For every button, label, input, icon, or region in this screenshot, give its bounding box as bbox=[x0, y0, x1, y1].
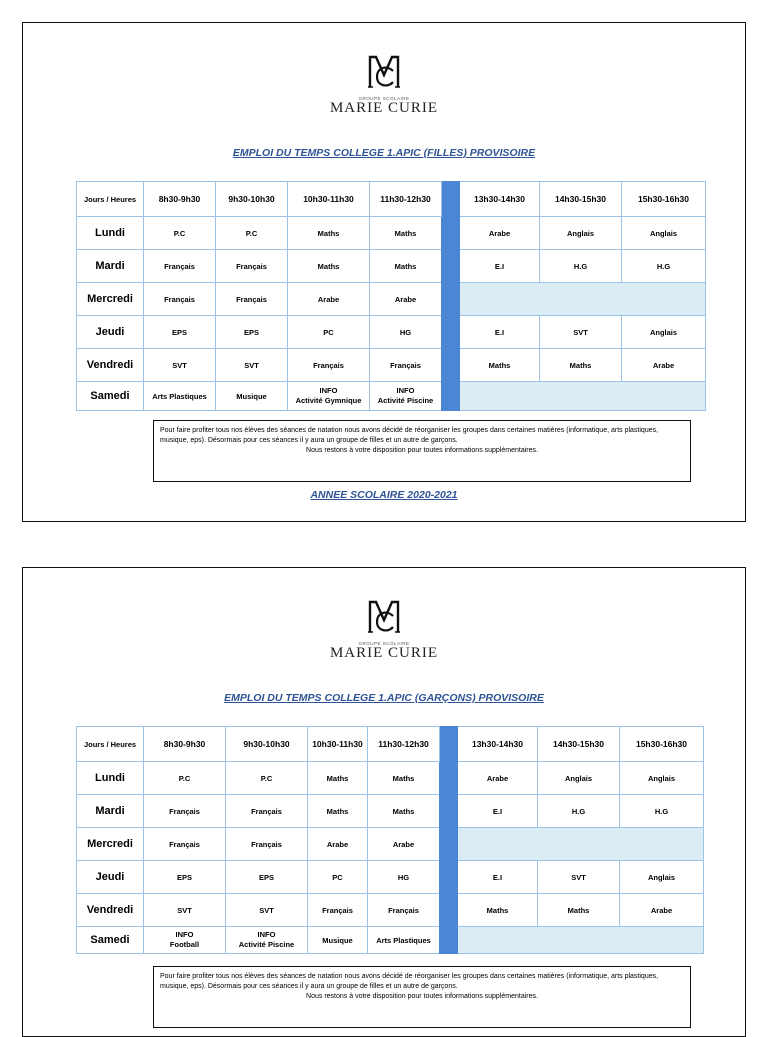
cell: Arabe bbox=[622, 349, 706, 382]
time-header: 10h30-11h30 bbox=[288, 182, 370, 217]
notice-text: Pour faire profiter tous nos élèves des séances de natation nous avons décidé de réorganiser les groupes dans certaines matières (informatique, arts plastiques, musique, eps). Désormais pour ces séances il y aura un groupe de filles et un autre de garçons. bbox=[160, 973, 659, 990]
cell: Maths bbox=[288, 217, 370, 250]
table-row bbox=[77, 217, 706, 250]
cell: INFO Football bbox=[144, 927, 226, 954]
school-caption: GROUPE SCOLAIRE bbox=[358, 641, 410, 646]
day-label: Vendredi bbox=[77, 894, 144, 927]
school-name: MARIE CURIE bbox=[329, 645, 439, 661]
cell: Maths bbox=[308, 762, 368, 795]
cell: Français bbox=[144, 828, 226, 861]
cell: Maths bbox=[308, 795, 368, 828]
cell: SVT bbox=[226, 894, 308, 927]
cell: Arabe bbox=[458, 762, 538, 795]
cell: Musique bbox=[216, 382, 288, 411]
cell: Anglais bbox=[620, 762, 704, 795]
cell: EPS bbox=[216, 316, 288, 349]
notice-box bbox=[153, 420, 691, 482]
sheet-title: EMPLOI DU TEMPS COLLEGE 1.APIC (GARÇONS) PROVISOIRE bbox=[224, 692, 544, 704]
cell: Arabe bbox=[288, 283, 370, 316]
header-corner: Jours / Heures bbox=[77, 182, 144, 217]
table-row bbox=[77, 316, 706, 349]
cell: SVT bbox=[540, 316, 622, 349]
notice-text: Pour faire profiter tous nos élèves des séances de natation nous avons décidé de réorganiser les groupes dans certaines matières (informatique, arts plastiques, musique, eps). Désormais pour ces séances il y aura un groupe de filles et un autre de garçons. bbox=[160, 427, 659, 444]
mc-monogram-icon bbox=[367, 598, 401, 636]
cell: Français bbox=[308, 894, 368, 927]
cell: INFO Activité Piscine bbox=[370, 382, 442, 411]
school-year: ANNEE SCOLAIRE 2020-2021 bbox=[310, 489, 458, 501]
table-row bbox=[77, 861, 704, 894]
cell: Maths bbox=[370, 250, 442, 283]
cell: SVT bbox=[144, 349, 216, 382]
day-label: Lundi bbox=[77, 217, 144, 250]
cell: Arts Plastiques bbox=[368, 927, 440, 954]
time-header: 11h30-12h30 bbox=[368, 727, 440, 762]
timetable-sheet-girls bbox=[22, 22, 746, 522]
cell: Maths bbox=[460, 349, 540, 382]
day-label: Mercredi bbox=[77, 283, 144, 316]
cell: H.G bbox=[540, 250, 622, 283]
cell: Maths bbox=[288, 250, 370, 283]
cell: Français bbox=[216, 250, 288, 283]
free-afternoon bbox=[460, 382, 706, 411]
table-row bbox=[77, 762, 704, 795]
time-header: 14h30-15h30 bbox=[540, 182, 622, 217]
cell: Musique bbox=[308, 927, 368, 954]
cell: Arabe bbox=[370, 283, 442, 316]
day-label: Vendredi bbox=[77, 349, 144, 382]
table-row bbox=[77, 382, 706, 411]
cell: Arabe bbox=[620, 894, 704, 927]
day-label: Samedi bbox=[77, 927, 144, 954]
cell: Français bbox=[226, 828, 308, 861]
cell: Arts Plastiques bbox=[144, 382, 216, 411]
cell: INFO Activité Gymnique bbox=[288, 382, 370, 411]
cell: Anglais bbox=[538, 762, 620, 795]
table-row bbox=[77, 894, 704, 927]
time-header: 8h30-9h30 bbox=[144, 727, 226, 762]
free-afternoon bbox=[458, 828, 704, 861]
time-header: 11h30-12h30 bbox=[370, 182, 442, 217]
cell: P.C bbox=[226, 762, 308, 795]
time-header: 9h30-10h30 bbox=[216, 182, 288, 217]
school-caption: GROUPE SCOLAIRE bbox=[358, 96, 410, 101]
time-header: 8h30-9h30 bbox=[144, 182, 216, 217]
notice-box bbox=[153, 966, 691, 1028]
time-header: 9h30-10h30 bbox=[226, 727, 308, 762]
time-header: 15h30-16h30 bbox=[620, 727, 704, 762]
day-label: Mercredi bbox=[77, 828, 144, 861]
cell: Français bbox=[368, 894, 440, 927]
cell: Anglais bbox=[622, 217, 706, 250]
cell: PC bbox=[308, 861, 368, 894]
cell: EPS bbox=[144, 861, 226, 894]
cell: Anglais bbox=[620, 861, 704, 894]
time-header: 13h30-14h30 bbox=[460, 182, 540, 217]
cell: EPS bbox=[226, 861, 308, 894]
time-header: 10h30-11h30 bbox=[308, 727, 368, 762]
cell: H.G bbox=[620, 795, 704, 828]
cell: SVT bbox=[144, 894, 226, 927]
timetable bbox=[76, 726, 704, 954]
cell: Français bbox=[144, 250, 216, 283]
mc-monogram-icon bbox=[367, 53, 401, 91]
cell: Arabe bbox=[460, 217, 540, 250]
cell: Français bbox=[288, 349, 370, 382]
cell: Français bbox=[370, 349, 442, 382]
cell: PC bbox=[288, 316, 370, 349]
table-row bbox=[77, 283, 706, 316]
cell: HG bbox=[370, 316, 442, 349]
day-label: Samedi bbox=[77, 382, 144, 411]
cell: Arabe bbox=[368, 828, 440, 861]
cell: Maths bbox=[540, 349, 622, 382]
table-row bbox=[77, 349, 706, 382]
header-corner: Jours / Heures bbox=[77, 727, 144, 762]
cell: HG bbox=[368, 861, 440, 894]
cell: E.I bbox=[458, 795, 538, 828]
time-header: 14h30-15h30 bbox=[538, 727, 620, 762]
sheet-title: EMPLOI DU TEMPS COLLEGE 1.APIC (FILLES) PROVISOIRE bbox=[232, 147, 536, 159]
cell: P.C bbox=[216, 217, 288, 250]
cell: EPS bbox=[144, 316, 216, 349]
cell: E.I bbox=[458, 861, 538, 894]
table-row bbox=[77, 250, 706, 283]
table-row bbox=[77, 795, 704, 828]
day-label: Mardi bbox=[77, 250, 144, 283]
cell: Français bbox=[226, 795, 308, 828]
day-label: Lundi bbox=[77, 762, 144, 795]
day-label: Mardi bbox=[77, 795, 144, 828]
free-afternoon bbox=[460, 283, 706, 316]
cell: INFO Activité Piscine bbox=[226, 927, 308, 954]
cell: Français bbox=[216, 283, 288, 316]
cell: E.I bbox=[460, 250, 540, 283]
header-row bbox=[77, 182, 706, 217]
cell: Maths bbox=[368, 762, 440, 795]
time-header: 15h30-16h30 bbox=[622, 182, 706, 217]
cell: P.C bbox=[144, 217, 216, 250]
notice-contact: Nous restons à votre disposition pour toutes informations supplémentaires. bbox=[306, 447, 538, 454]
cell: SVT bbox=[538, 861, 620, 894]
day-label: Jeudi bbox=[77, 861, 144, 894]
cell: SVT bbox=[216, 349, 288, 382]
lunch-break-bar bbox=[442, 182, 460, 411]
free-afternoon bbox=[458, 927, 704, 954]
timetable-sheet-boys bbox=[22, 567, 746, 1037]
cell: Maths bbox=[458, 894, 538, 927]
cell: H.G bbox=[538, 795, 620, 828]
header-row bbox=[77, 727, 704, 762]
cell: P.C bbox=[144, 762, 226, 795]
cell: Maths bbox=[538, 894, 620, 927]
cell: H.G bbox=[622, 250, 706, 283]
timetable bbox=[76, 181, 706, 411]
cell: Maths bbox=[368, 795, 440, 828]
school-logo bbox=[23, 53, 745, 117]
cell: Anglais bbox=[622, 316, 706, 349]
table-row bbox=[77, 828, 704, 861]
notice-contact: Nous restons à votre disposition pour toutes informations supplémentaires. bbox=[306, 993, 538, 1000]
cell: Arabe bbox=[308, 828, 368, 861]
cell: Maths bbox=[370, 217, 442, 250]
cell: E.I bbox=[460, 316, 540, 349]
time-header: 13h30-14h30 bbox=[458, 727, 538, 762]
school-name: MARIE CURIE bbox=[329, 100, 439, 116]
school-logo bbox=[23, 598, 745, 662]
lunch-break-bar bbox=[440, 727, 458, 954]
cell: Anglais bbox=[540, 217, 622, 250]
cell: Français bbox=[144, 795, 226, 828]
day-label: Jeudi bbox=[77, 316, 144, 349]
table-row bbox=[77, 927, 704, 954]
cell: Français bbox=[144, 283, 216, 316]
